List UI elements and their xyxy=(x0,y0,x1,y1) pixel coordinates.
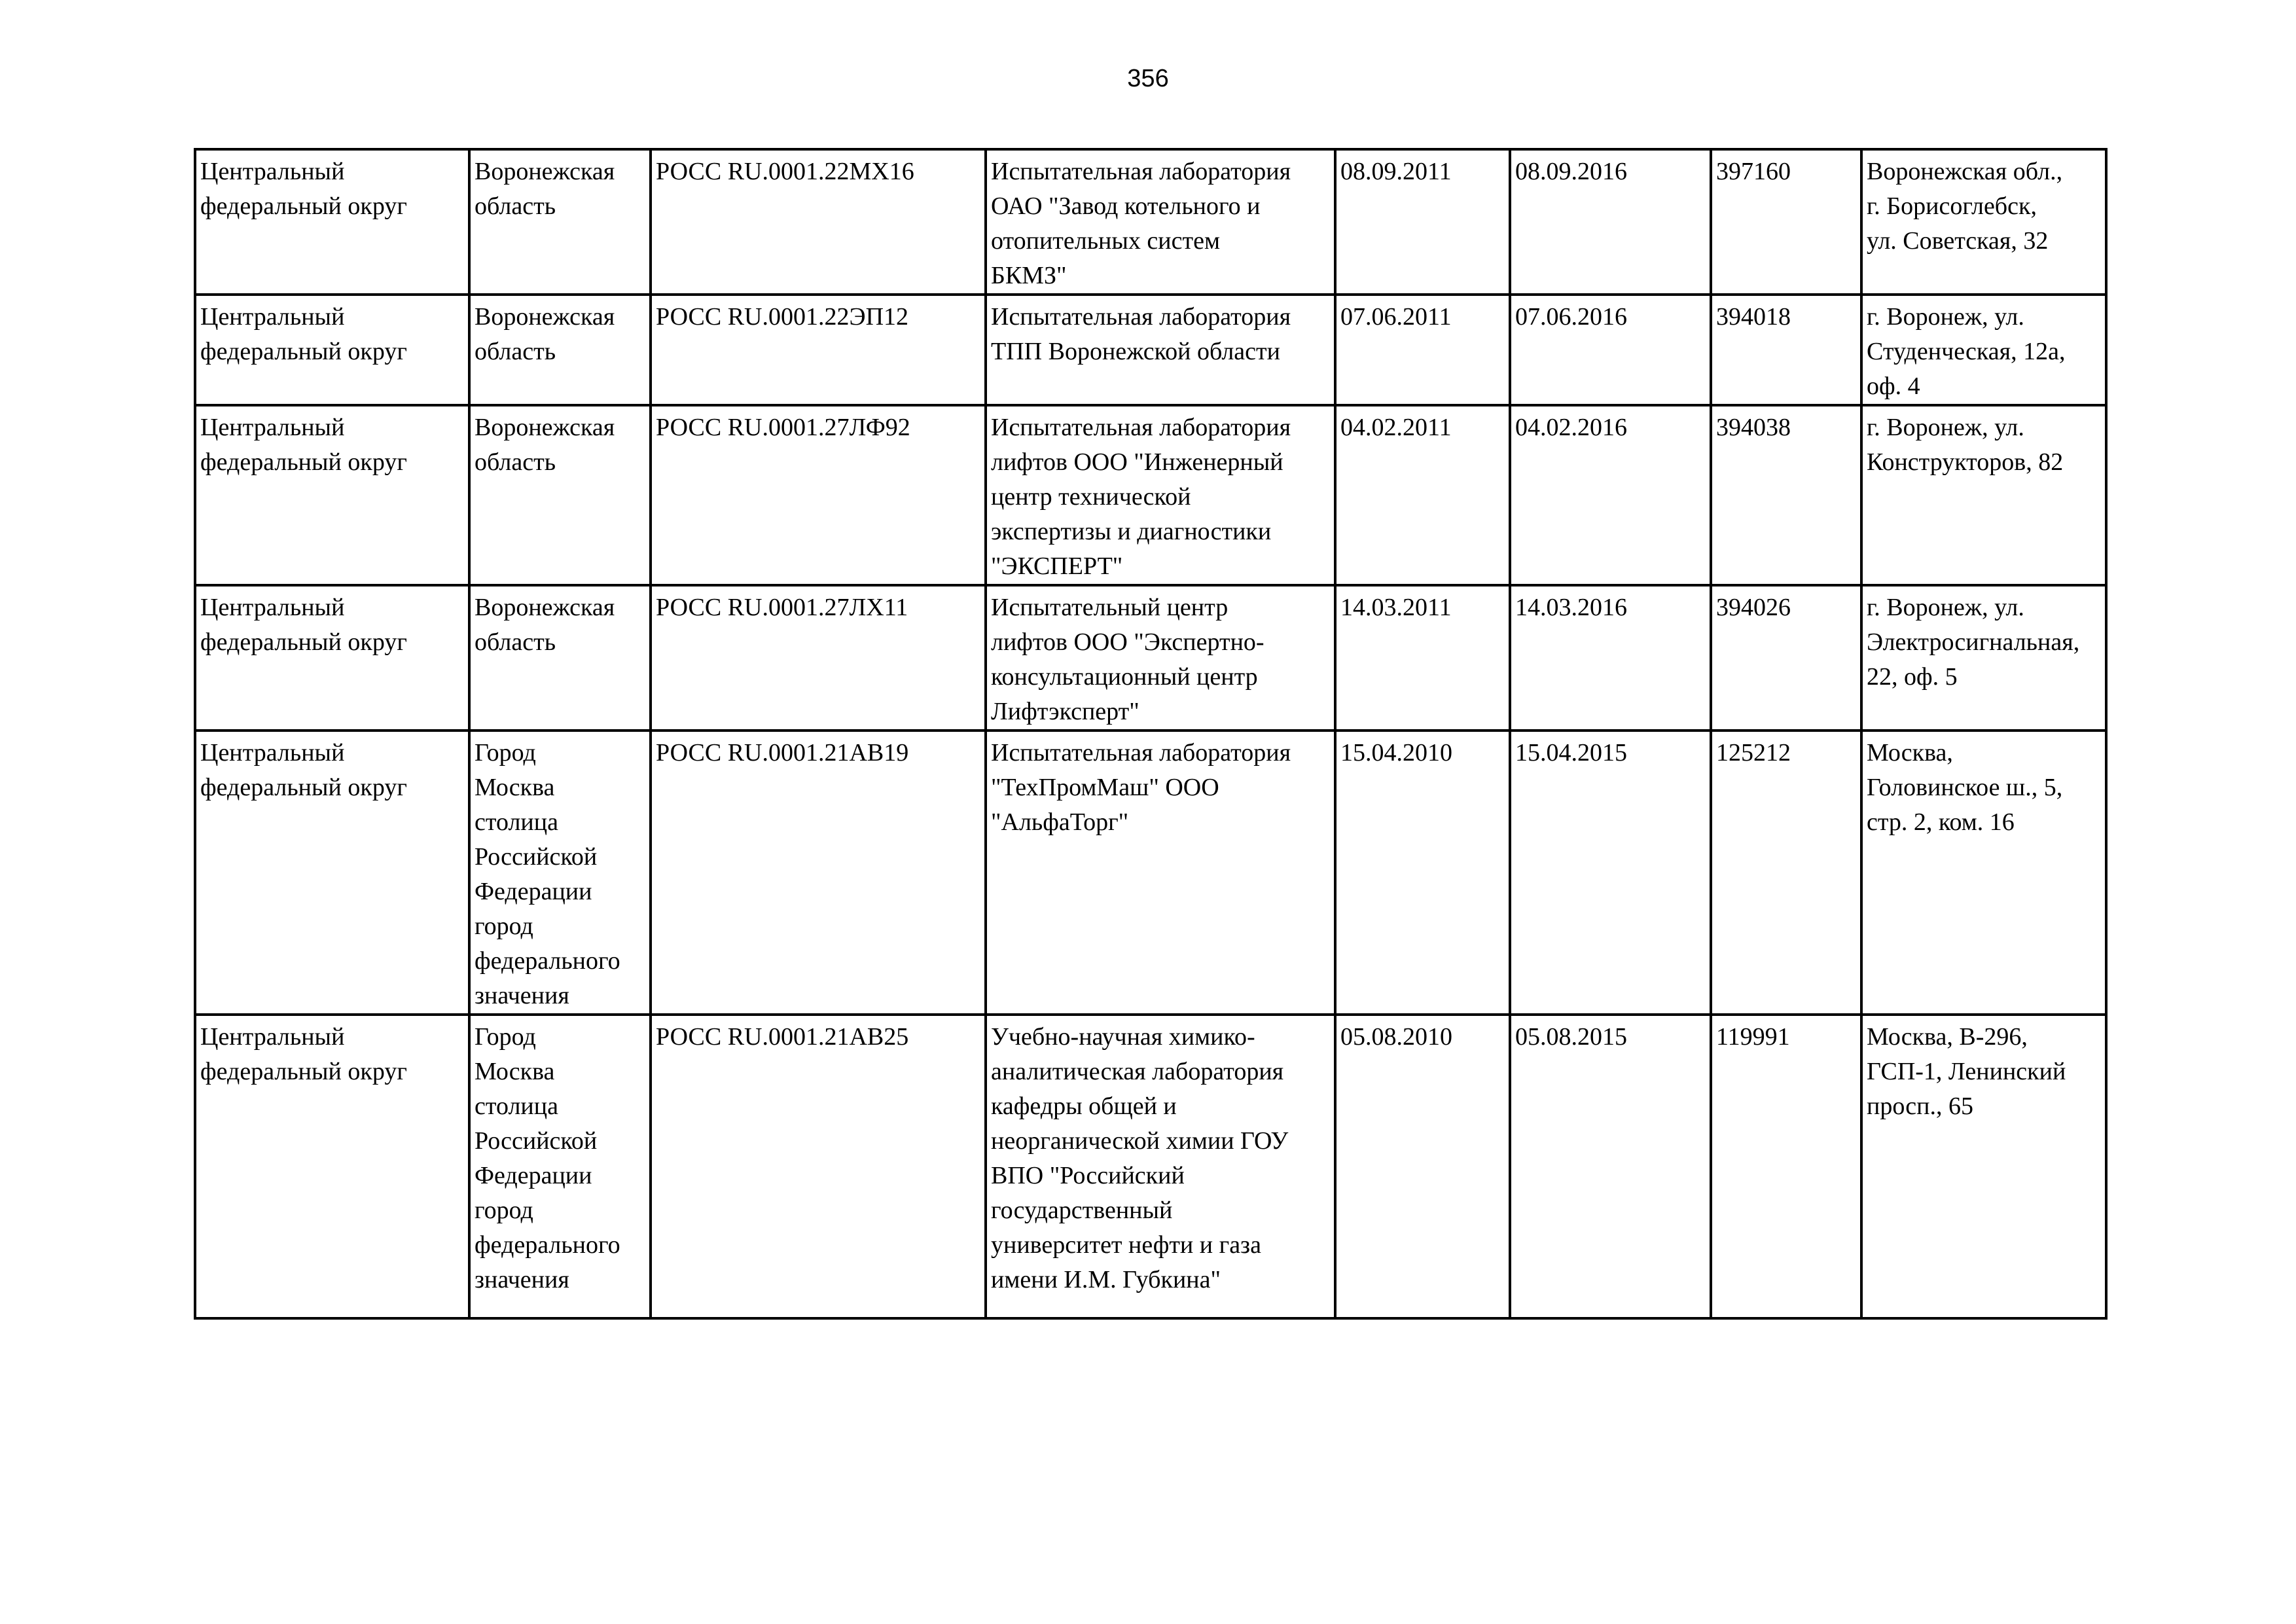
table-row xyxy=(195,585,2106,731)
postal-code-cell: 125212 xyxy=(1711,731,1861,1015)
date-to-cell: 07.06.2016 xyxy=(1510,295,1711,405)
postal-code-cell: 394038 xyxy=(1711,405,1861,585)
address-cell: г. Воронеж, ул. Электросигнальная, 22, оф. 5 xyxy=(1861,585,2106,731)
laboratory-registry-table xyxy=(194,148,2108,1320)
region-cell: Воронежская область xyxy=(469,585,651,731)
laboratory-name-cell: Испытательная лаборатория "ТехПромМаш" ООО "АльфаТорг" xyxy=(986,731,1335,1015)
date-from-cell: 05.08.2010 xyxy=(1335,1015,1510,1318)
date-from-cell: 04.02.2011 xyxy=(1335,405,1510,585)
certificate-number-cell: РОСС RU.0001.22МХ16 xyxy=(651,149,986,295)
address-cell: Воронежская обл., г. Борисоглебск, ул. Советская, 32 xyxy=(1861,149,2106,295)
date-from-cell: 07.06.2011 xyxy=(1335,295,1510,405)
certificate-number-cell: РОСС RU.0001.21АВ19 xyxy=(651,731,986,1015)
date-to-cell: 04.02.2016 xyxy=(1510,405,1711,585)
page-number: 356 xyxy=(1127,65,1169,92)
certificate-number-cell: РОСС RU.0001.21АВ25 xyxy=(651,1015,986,1318)
region-cell: Воронежская область xyxy=(469,295,651,405)
date-to-cell: 15.04.2015 xyxy=(1510,731,1711,1015)
table-row xyxy=(195,405,2106,585)
date-from-cell: 15.04.2010 xyxy=(1335,731,1510,1015)
table-row xyxy=(195,295,2106,405)
laboratory-name-cell: Испытательная лаборатория ОАО "Завод котельного и отопительных систем БКМЗ" xyxy=(986,149,1335,295)
address-cell: г. Воронеж, ул. Студенческая, 12а, оф. 4 xyxy=(1861,295,2106,405)
district-cell: Центральный федеральный округ xyxy=(195,731,469,1015)
date-from-cell: 08.09.2011 xyxy=(1335,149,1510,295)
certificate-number-cell: РОСС RU.0001.22ЭП12 xyxy=(651,295,986,405)
laboratory-name-cell: Испытательная лаборатория лифтов ООО "Инженерный центр технической экспертизы и диагностики "ЭКСПЕРТ" xyxy=(986,405,1335,585)
address-cell: г. Воронеж, ул. Конструкторов, 82 xyxy=(1861,405,2106,585)
date-to-cell: 05.08.2015 xyxy=(1510,1015,1711,1318)
laboratory-name-cell: Испытательный центр лифтов ООО "Экспертно- консультационный центр Лифтэксперт" xyxy=(986,585,1335,731)
certificate-number-cell: РОСС RU.0001.27ЛХ11 xyxy=(651,585,986,731)
laboratory-name-cell: Учебно-научная химико- аналитическая лаборатория кафедры общей и неорганической химии ГОУ ВПО "Российский государственный университет нефти и газа имени И.М. Губкина" xyxy=(986,1015,1335,1318)
date-to-cell: 14.03.2016 xyxy=(1510,585,1711,731)
region-cell: Город Москва столица Российской Федерации город федерального значения xyxy=(469,731,651,1015)
district-cell: Центральный федеральный округ xyxy=(195,585,469,731)
region-cell: Воронежская область xyxy=(469,405,651,585)
district-cell: Центральный федеральный округ xyxy=(195,405,469,585)
date-from-cell: 14.03.2011 xyxy=(1335,585,1510,731)
postal-code-cell: 394018 xyxy=(1711,295,1861,405)
postal-code-cell: 119991 xyxy=(1711,1015,1861,1318)
region-cell: Город Москва столица Российской Федерации город федерального значения xyxy=(469,1015,651,1318)
postal-code-cell: 394026 xyxy=(1711,585,1861,731)
table-row xyxy=(195,1015,2106,1318)
table-row xyxy=(195,149,2106,295)
region-cell: Воронежская область xyxy=(469,149,651,295)
table-row xyxy=(195,731,2106,1015)
laboratory-name-cell: Испытательная лаборатория ТПП Воронежской области xyxy=(986,295,1335,405)
district-cell: Центральный федеральный округ xyxy=(195,149,469,295)
certificate-number-cell: РОСС RU.0001.27ЛФ92 xyxy=(651,405,986,585)
address-cell: Москва, Головинское ш., 5, стр. 2, ком. 16 xyxy=(1861,731,2106,1015)
district-cell: Центральный федеральный округ xyxy=(195,1015,469,1318)
address-cell: Москва, В-296, ГСП-1, Ленинский просп., 65 xyxy=(1861,1015,2106,1318)
date-to-cell: 08.09.2016 xyxy=(1510,149,1711,295)
postal-code-cell: 397160 xyxy=(1711,149,1861,295)
district-cell: Центральный федеральный округ xyxy=(195,295,469,405)
